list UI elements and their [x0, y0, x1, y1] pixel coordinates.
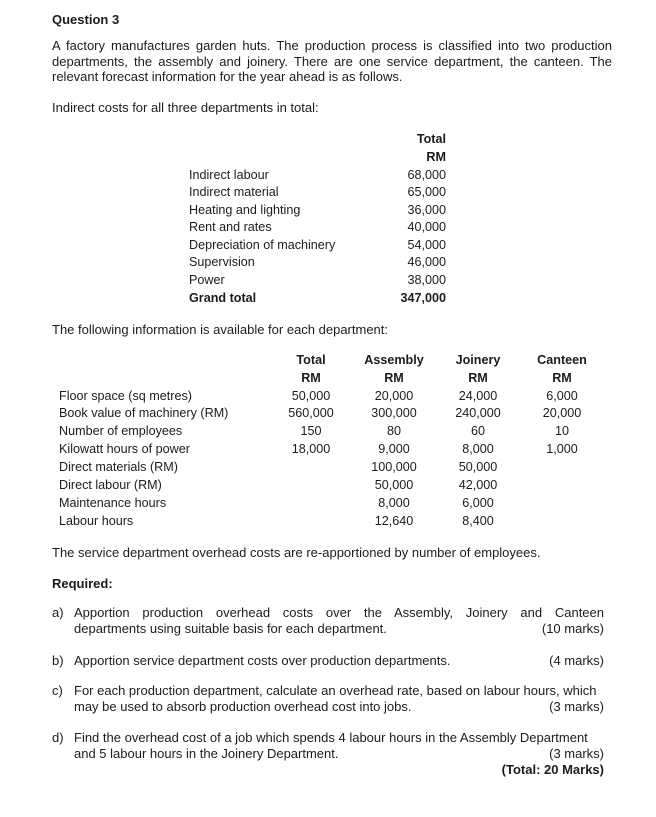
dept-col-header-joinery: Joinery — [455, 353, 501, 367]
question-line: Apportion production overhead costs over the Assembly, Joinery and Canteen — [74, 605, 604, 620]
dept-cell: 50,000 — [458, 460, 498, 474]
indirect-row-label: Heating and lighting — [189, 203, 301, 217]
dept-col-unit: RM — [301, 371, 321, 385]
dept-cell: 9,000 — [378, 442, 410, 456]
dept-cell: 12,640 — [374, 514, 414, 528]
required-label: Required: — [52, 576, 113, 591]
question-line: For each production department, calculate an overhead rate, based on labour hours, which — [74, 683, 597, 698]
dept-cell: 560,000 — [288, 406, 334, 420]
dept-cell: 240,000 — [455, 406, 501, 420]
question-title: Question 3 — [52, 12, 120, 27]
indirect-col-unit: RM — [426, 150, 446, 164]
dept-row-label: Maintenance hours — [59, 496, 167, 510]
indirect-row-label: Indirect labour — [189, 168, 269, 182]
question-line: Find the overhead cost of a job which spends 4 labour hours in the Assembly Department — [74, 730, 588, 745]
question-line: Apportion service department costs over production departments. — [74, 653, 451, 668]
dept-cell: 8,000 — [462, 442, 494, 456]
question-line: may be used to absorb production overhead cost into jobs. — [74, 699, 412, 714]
dept-cell: 8,400 — [462, 514, 494, 528]
indirect-row-value: 46,000 — [407, 255, 446, 269]
indirect-row-label: Depreciation of machinery — [189, 238, 336, 252]
indirect-row-label: Rent and rates — [189, 220, 272, 234]
dept-cell: 100,000 — [371, 460, 417, 474]
indirect-row-value: 36,000 — [407, 203, 446, 217]
question-marks: (4 marks) — [549, 653, 604, 668]
question-letter: b) — [52, 653, 64, 668]
indirect-row-label: Indirect material — [189, 185, 279, 199]
service-note: The service department overhead costs are re-apportioned by number of employees. — [52, 545, 541, 560]
dept-col-unit: RM — [552, 371, 572, 385]
question-marks: (10 marks) — [541, 621, 604, 636]
dept-row-label: Direct materials (RM) — [59, 460, 178, 474]
total-marks: (Total: 20 Marks) — [501, 762, 604, 777]
dept-cell: 20,000 — [542, 406, 582, 420]
dept-row-label: Kilowatt hours of power — [59, 442, 190, 456]
dept-cell: 24,000 — [458, 389, 498, 403]
question-letter: a) — [52, 605, 64, 620]
dept-row-label: Floor space (sq metres) — [59, 389, 192, 403]
question-line: and 5 labour hours in the Joinery Department. — [74, 746, 339, 761]
indirect-row-value: 68,000 — [407, 168, 446, 182]
question-letter: c) — [52, 683, 63, 698]
intro-paragraph: A factory manufactures garden huts. The production process is classified into two production departments, the assembly and joinery. There are one service department, the canteen. The relevant forecast information for the year ahead is as follows. — [52, 38, 612, 84]
dept-cell: 6,000 — [546, 389, 578, 403]
dept-row-label: Number of employees — [59, 424, 183, 438]
indirect-row-value: 40,000 — [407, 220, 446, 234]
dept-cell: 20,000 — [374, 389, 414, 403]
dept-col-unit: RM — [468, 371, 488, 385]
dept-cell: 50,000 — [374, 478, 414, 492]
question-marks: (3 marks) — [549, 746, 604, 761]
dept-col-header-assembly: Assembly — [364, 353, 424, 367]
dept-col-header-canteen: Canteen — [537, 353, 587, 367]
indirect-row-value: 38,000 — [407, 273, 446, 287]
dept-cell: 8,000 — [378, 496, 410, 510]
dept-cell: 60 — [470, 424, 485, 438]
question-marks: (3 marks) — [549, 699, 604, 714]
dept-cell: 18,000 — [291, 442, 331, 456]
indirect-costs-heading: Indirect costs for all three departments in total: — [52, 100, 319, 115]
indirect-row-value: 54,000 — [407, 238, 446, 252]
dept-cell: 80 — [386, 424, 401, 438]
dept-row-label: Book value of machinery (RM) — [59, 406, 229, 420]
dept-col-unit: RM — [384, 371, 404, 385]
dept-row-label: Direct labour (RM) — [59, 478, 162, 492]
dept-cell: 150 — [300, 424, 322, 438]
indirect-row-label: Power — [189, 273, 225, 287]
indirect-col-header: Total — [416, 132, 446, 146]
dept-info-heading: The following information is available for each department: — [52, 322, 389, 337]
indirect-row-value: 65,000 — [407, 185, 446, 199]
dept-col-header-total: Total — [296, 353, 326, 367]
question-line: departments using suitable basis for each department. — [74, 621, 387, 636]
dept-cell: 6,000 — [462, 496, 494, 510]
dept-cell: 50,000 — [291, 389, 331, 403]
question-letter: d) — [52, 730, 64, 745]
dept-cell: 300,000 — [371, 406, 417, 420]
grand-total-label: Grand total — [189, 291, 257, 305]
dept-row-label: Labour hours — [59, 514, 134, 528]
dept-cell: 42,000 — [458, 478, 498, 492]
dept-cell: 1,000 — [546, 442, 578, 456]
dept-cell: 10 — [554, 424, 569, 438]
grand-total-value: 347,000 — [400, 291, 446, 305]
indirect-row-label: Supervision — [189, 255, 255, 269]
